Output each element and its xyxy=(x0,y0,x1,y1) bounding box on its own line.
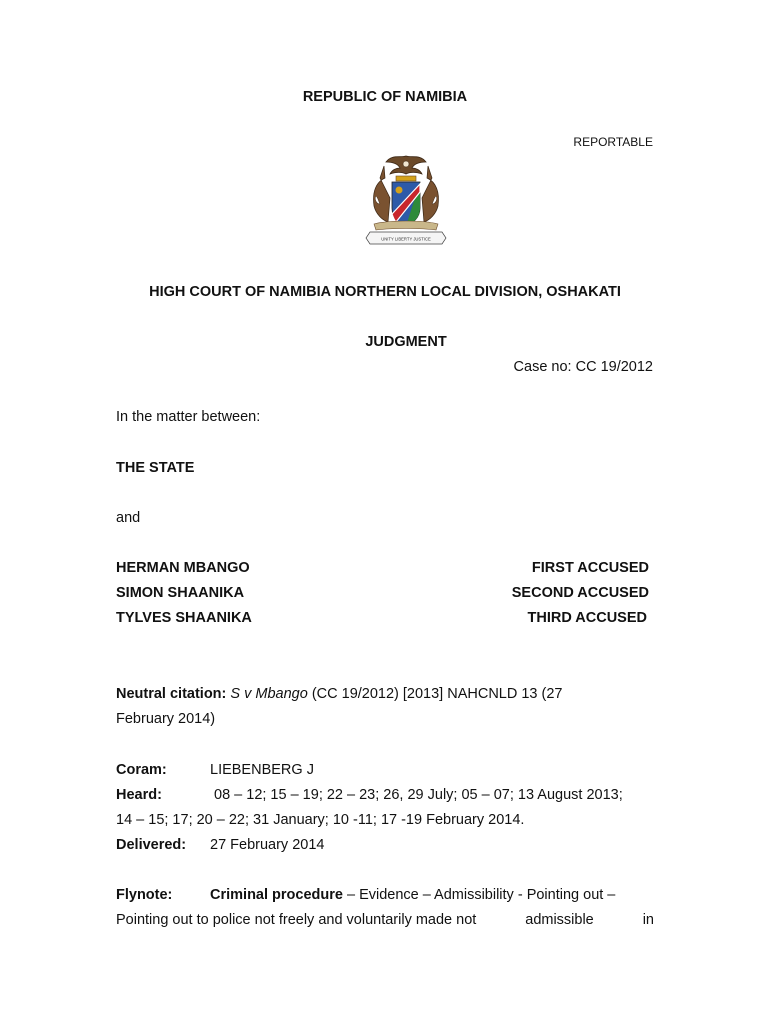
and-word: and xyxy=(116,510,141,526)
accused-name: TYLVES SHAANIKA xyxy=(116,610,252,626)
court-name: HIGH COURT OF NAMIBIA NORTHERN LOCAL DIVISION, OSHAKATI xyxy=(149,284,621,300)
flynote-line1 xyxy=(210,887,654,903)
heard-dates-cont: 14 – 15; 17; 20 – 22; 31 January; 10 -11; 17 -19 February 2014. xyxy=(116,812,525,828)
flynote-text: – Evidence – Admissibility - Pointing out – xyxy=(346,887,616,903)
case-number: Case no: CC 19/2012 xyxy=(513,359,653,375)
coram-value: LIEBENBERG J xyxy=(210,762,314,778)
accused-role: SECOND ACCUSED xyxy=(511,585,649,601)
emblem-motto: UNITY LIBERTY JUSTICE xyxy=(381,236,431,242)
republic-heading: REPUBLIC OF NAMIBIA xyxy=(302,89,468,105)
citation-label: Neutral citation: xyxy=(116,686,227,702)
accused-name: HERMAN MBANGO xyxy=(116,560,250,576)
heard-dates: 08 – 12; 15 – 19; 22 – 23; 26, 29 July; 05 – 07; 13 August 2013; xyxy=(214,787,623,803)
flynote-line2 xyxy=(116,912,654,928)
delivered-date: 27 February 2014 xyxy=(210,837,325,853)
flynote-label: Flynote: xyxy=(116,887,173,903)
accused-role: THIRD ACCUSED xyxy=(527,610,647,626)
coat-of-arms-icon xyxy=(362,152,450,246)
heard-label: Heard: xyxy=(116,787,162,803)
document-type: JUDGMENT xyxy=(365,334,447,350)
flynote-topic: Criminal procedure xyxy=(210,887,343,903)
citation-case-name: S v Mbango xyxy=(230,686,308,702)
neutral-citation xyxy=(116,686,654,702)
flynote-word: in xyxy=(642,912,654,928)
flynote-word: admissible xyxy=(525,912,594,928)
citation-date: February 2014) xyxy=(116,711,216,727)
accused-name: SIMON SHAANIKA xyxy=(116,585,245,601)
matter-between: In the matter between: xyxy=(116,409,261,425)
plaintiff-name: THE STATE xyxy=(116,460,195,476)
citation-details: (CC 19/2012) [2013] NAHCNLD 13 (27 xyxy=(311,686,563,702)
delivered-label: Delivered: xyxy=(116,837,187,853)
accused-role: FIRST ACCUSED xyxy=(531,560,649,576)
coram-label: Coram: xyxy=(116,762,167,778)
flynote-word: Pointing out to police not freely and voluntarily made not xyxy=(116,912,477,928)
reportable-label: REPORTABLE xyxy=(573,135,653,149)
